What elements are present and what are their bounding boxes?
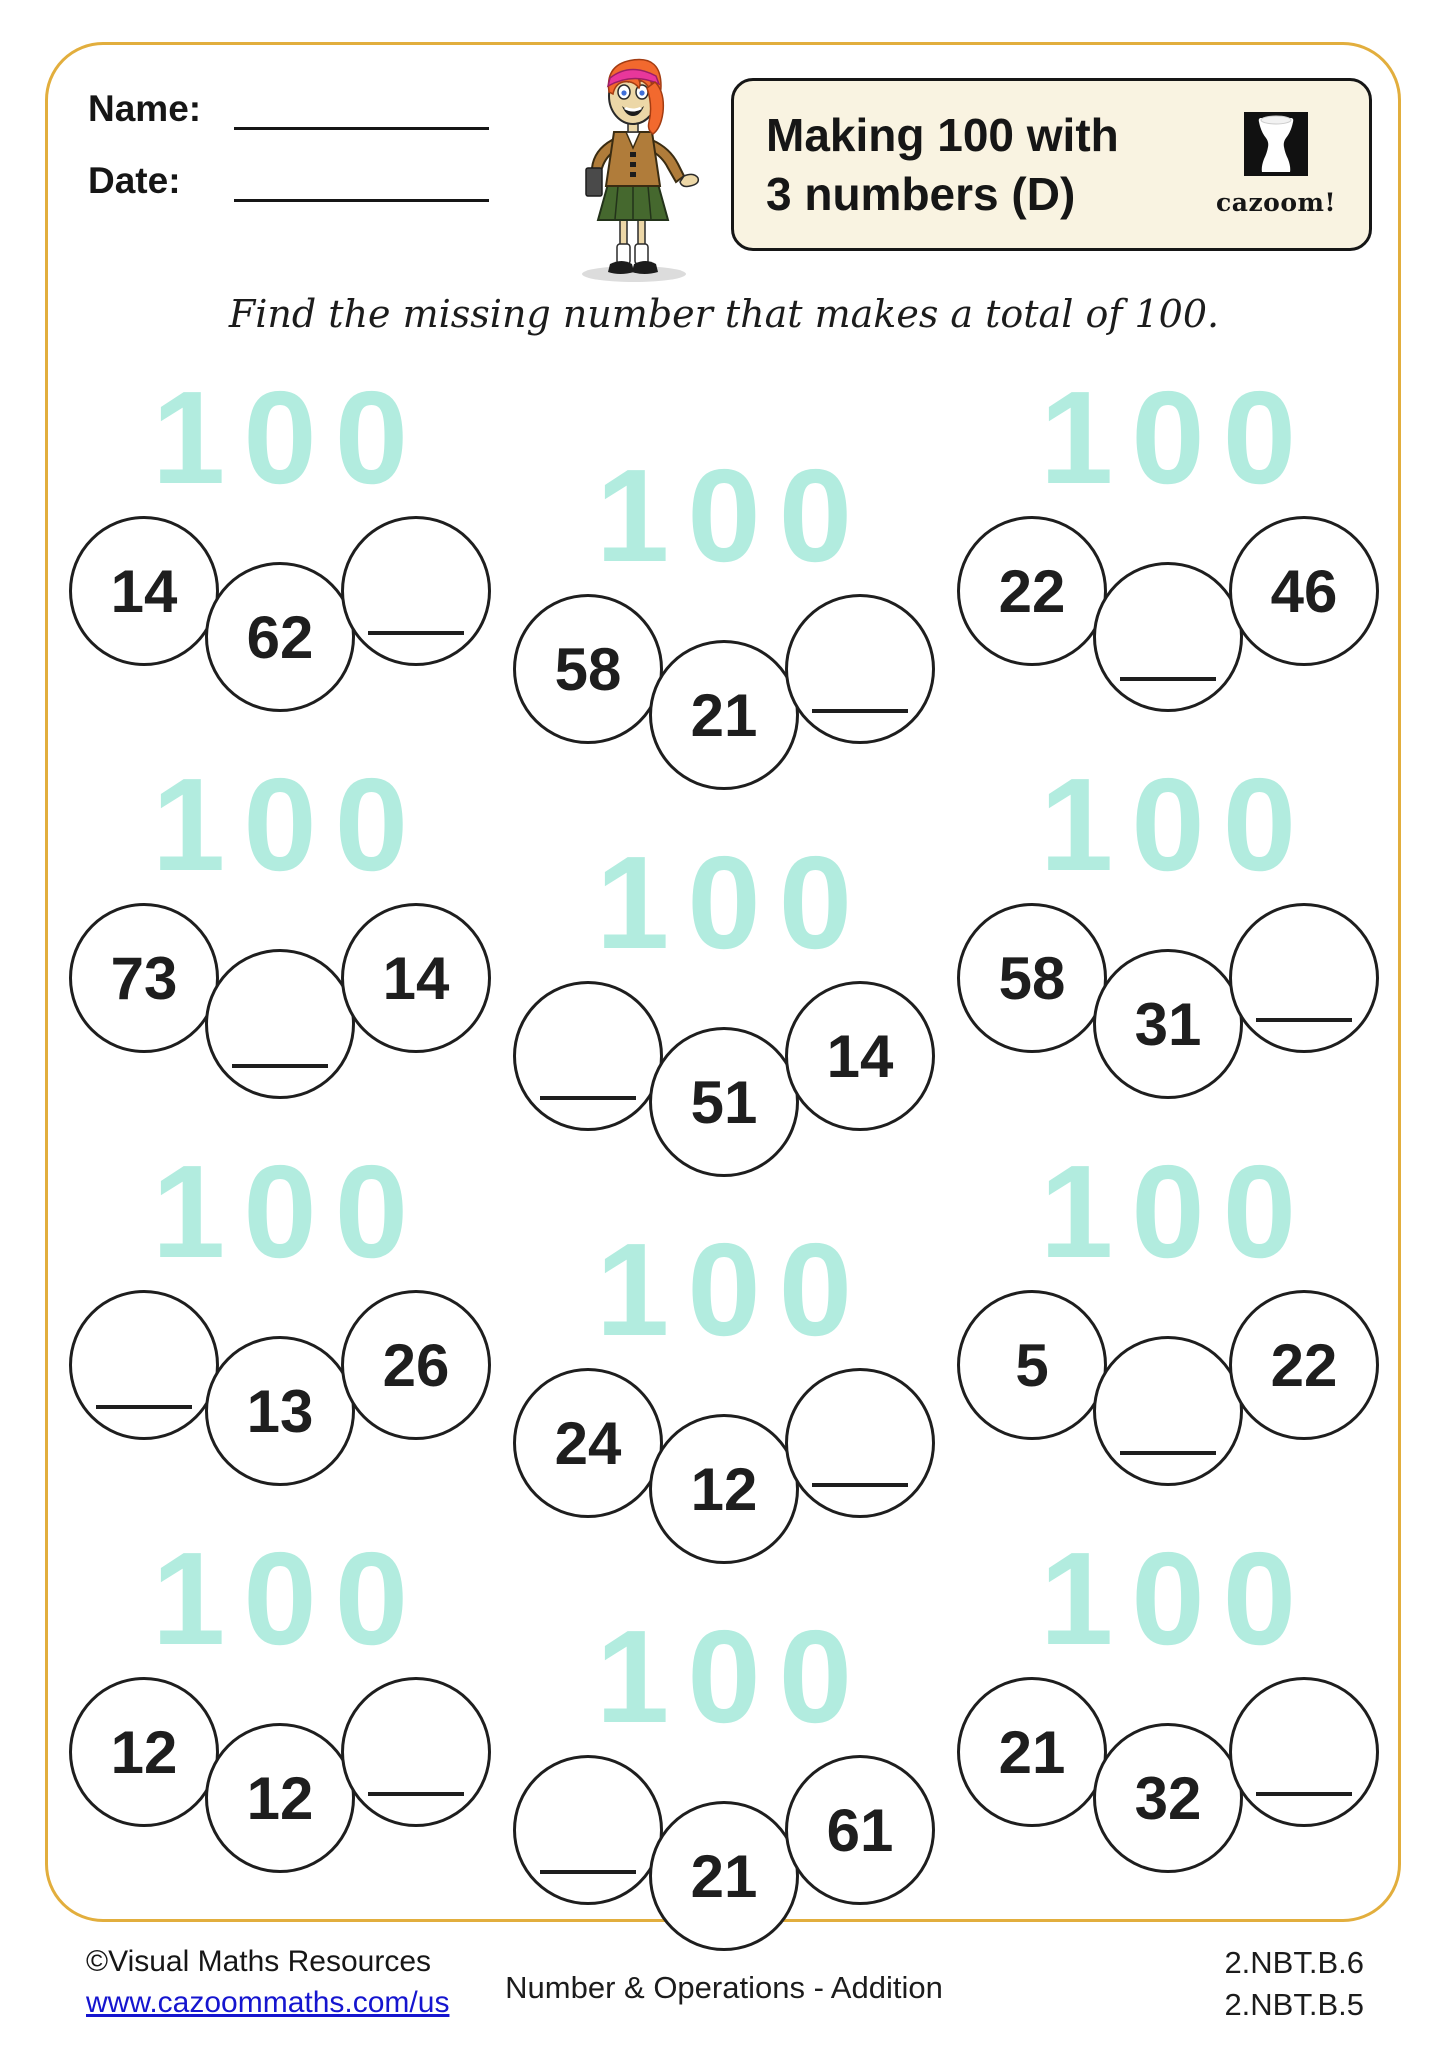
answer-blank-circle[interactable] [69,1290,219,1440]
answer-line[interactable] [1120,677,1216,681]
total-100-heading: 100 [151,1138,427,1285]
number-circle: 46 [1229,516,1379,666]
circle-row [957,1290,1379,1486]
puzzle-9 [946,1138,1390,1533]
puzzle-3 [946,364,1390,759]
number-circle: 14 [341,903,491,1053]
answer-blank-circle[interactable] [1093,562,1243,712]
circle-row [69,1677,491,1873]
standard-code-1: 2.NBT.B.6 [1224,1945,1364,1980]
total-100-heading: 100 [1039,751,1315,898]
footer-standards [1224,1942,1364,2026]
circle-row [513,981,935,1177]
total-100-heading: 100 [151,751,427,898]
puzzle-1 [58,364,502,759]
answer-blank-circle[interactable] [205,949,355,1099]
circle-row [957,903,1379,1099]
puzzle-12 [946,1525,1390,1920]
puzzle-7 [58,1138,502,1533]
answer-line[interactable] [812,1483,908,1487]
number-circle: 21 [649,640,799,790]
number-circle: 14 [69,516,219,666]
drum-icon [1244,112,1308,186]
answer-line[interactable] [812,709,908,713]
date-label: Date: [88,160,181,201]
circle-row [69,903,491,1099]
circle-row [513,594,935,790]
total-100-heading: 100 [595,1603,871,1750]
name-date-block [88,88,489,232]
copyright-text: ©Visual Maths Resources [86,1945,432,1978]
number-circle: 12 [69,1677,219,1827]
number-circle: 14 [785,981,935,1131]
answer-line[interactable] [1256,1792,1352,1796]
puzzle-4 [58,751,502,1146]
number-circle: 32 [1093,1723,1243,1873]
number-circle: 31 [1093,949,1243,1099]
instruction-text: Find the missing number that makes a total of 100. [228,292,1220,336]
number-circle: 58 [513,594,663,744]
total-100-heading: 100 [1039,1525,1315,1672]
answer-blank-circle[interactable] [341,516,491,666]
circle-row [69,516,491,712]
answer-line[interactable] [368,1792,464,1796]
number-circle: 12 [649,1414,799,1564]
worksheet-title [734,106,1201,224]
title-box [731,78,1372,251]
website-link[interactable]: www.cazoommaths.com/us [86,1985,450,2019]
answer-blank-circle[interactable] [513,981,663,1131]
answer-blank-circle[interactable] [513,1755,663,1905]
puzzle-8 [502,1216,946,1611]
schoolgirl-illustration [552,48,712,288]
number-circle: 58 [957,903,1107,1053]
answer-line[interactable] [1120,1451,1216,1455]
total-100-heading: 100 [595,442,871,589]
date-input-line[interactable] [234,161,489,202]
logo-wordmark: cazoom! [1216,188,1336,217]
footer-topic: Number & Operations - Addition [505,1970,943,2005]
number-circle: 21 [649,1801,799,1951]
total-100-heading: 100 [151,364,427,511]
circle-row [957,516,1379,712]
number-circle: 73 [69,903,219,1053]
circle-row [957,1677,1379,1873]
circle-row [513,1755,935,1951]
answer-blank-circle[interactable] [1229,1677,1379,1827]
number-circle: 21 [957,1677,1107,1827]
total-100-heading: 100 [1039,1138,1315,1285]
total-100-heading: 100 [595,1216,871,1363]
answer-blank-circle[interactable] [1229,903,1379,1053]
number-circle: 62 [205,562,355,712]
answer-line[interactable] [232,1064,328,1068]
total-100-heading: 100 [1039,364,1315,511]
standard-code-2: 2.NBT.B.5 [1224,1986,1364,2022]
number-circle: 24 [513,1368,663,1518]
name-input-line[interactable] [234,89,489,130]
answer-line[interactable] [96,1405,192,1409]
cazoom-logo [1201,112,1351,217]
puzzle-6 [946,751,1390,1146]
total-100-heading: 100 [595,829,871,976]
number-circle: 61 [785,1755,935,1905]
answer-blank-circle[interactable] [785,1368,935,1518]
puzzle-grid [58,364,1390,1920]
answer-blank-circle[interactable] [341,1677,491,1827]
number-circle: 26 [341,1290,491,1440]
title-line-2: 3 numbers (D) [766,167,1076,220]
answer-line[interactable] [540,1096,636,1100]
puzzle-5 [502,829,946,1224]
number-circle: 12 [205,1723,355,1873]
answer-line[interactable] [540,1870,636,1874]
number-circle: 13 [205,1336,355,1486]
puzzle-2 [502,442,946,837]
total-100-heading: 100 [151,1525,427,1672]
answer-blank-circle[interactable] [785,594,935,744]
title-line-1: Making 100 with [766,108,1119,161]
answer-line[interactable] [1256,1018,1352,1022]
puzzle-10 [58,1525,502,1920]
number-circle: 22 [957,516,1107,666]
answer-line[interactable] [368,631,464,635]
circle-row [513,1368,935,1564]
circle-row [69,1290,491,1486]
puzzle-11 [502,1603,946,1998]
answer-blank-circle[interactable] [1093,1336,1243,1486]
number-circle: 22 [1229,1290,1379,1440]
number-circle: 51 [649,1027,799,1177]
number-circle: 5 [957,1290,1107,1440]
name-label: Name: [88,88,202,129]
